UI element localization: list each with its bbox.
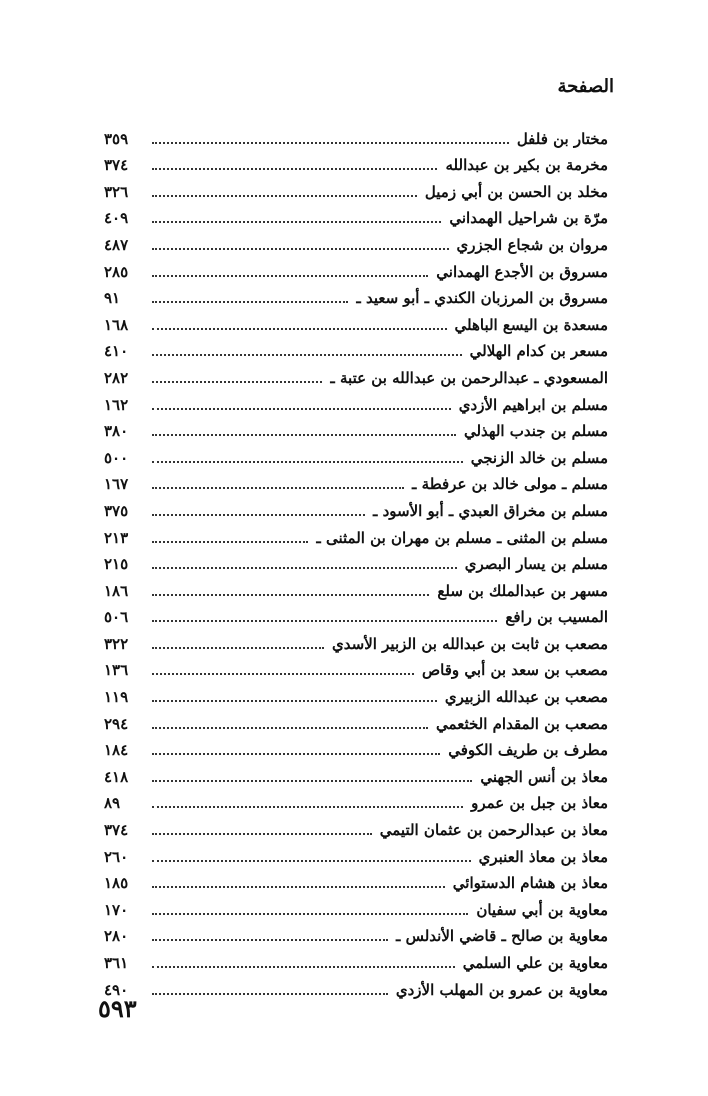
entry-page-number: ٢٨٢ [104, 368, 129, 387]
index-entry [104, 549, 608, 576]
entry-name: مسهر بن عبدالملك بن سلع [437, 581, 608, 600]
entry-name: مسلم بن المثنى ـ مسلم بن مهران بن المثنى ـ [316, 528, 608, 547]
dot-leader [152, 142, 509, 144]
index-entry [104, 522, 608, 549]
dot-leader [152, 541, 308, 543]
index-entry [104, 788, 608, 815]
index-entry [104, 229, 608, 256]
index-entry [104, 974, 608, 1001]
index-entry [104, 336, 608, 363]
index-entry [104, 389, 608, 416]
dot-leader [152, 487, 404, 489]
index-entry [104, 176, 608, 203]
entry-name: مختار بن فلفل [516, 129, 608, 148]
index-entry [104, 575, 608, 602]
entry-name: معاوية بن علي السلمي [462, 954, 608, 972]
index-entry [104, 256, 608, 283]
entry-name: معاذ بن عبدالرحمن بن عثمان التيمي [379, 821, 608, 840]
entry-name: معاوية بن عمرو بن المهلب الأزدي [395, 980, 608, 999]
index-entry [104, 655, 608, 682]
entry-page-number: ١٦٧ [104, 475, 129, 494]
dot-leader [152, 780, 472, 782]
entry-page-number: ٣٧٤ [104, 156, 129, 175]
entry-page-number: ٢٨٠ [104, 927, 129, 946]
entry-name: معاوية بن صالح ـ قاضي الأندلس ـ [395, 927, 608, 946]
entry-page-number: ٥٠٦ [104, 608, 129, 627]
index-entry [104, 123, 608, 150]
dot-leader [152, 833, 372, 835]
dot-leader [152, 806, 463, 808]
entry-page-number: ١٣٦ [104, 661, 129, 680]
dot-leader [152, 301, 348, 303]
index-entry [104, 761, 608, 788]
entry-name: مخلد بن الحسن بن أبي زميل [424, 182, 608, 201]
index-entry [104, 868, 608, 895]
entry-name: المسيب بن رافع [505, 608, 608, 627]
entry-name: مسلم بن جندب الهذلي [463, 422, 608, 441]
entry-name: مخرمة بن بكير بن عبدالله [445, 156, 608, 175]
entry-name: المسعودي ـ عبدالرحمن بن عبدالله بن عتبة ـ [330, 368, 608, 387]
entry-page-number: ١٦٨ [104, 315, 129, 334]
index-entry [104, 362, 608, 389]
entry-page-number: ٨٩ [104, 794, 121, 813]
index-entry [104, 947, 608, 974]
dot-leader [152, 248, 449, 250]
index-entry [104, 841, 608, 868]
entry-page-number: ١٦٢ [104, 395, 129, 414]
dot-leader [152, 993, 388, 995]
page-column-header: الصفحة [557, 76, 614, 97]
entry-page-number: ٣٧٤ [104, 821, 129, 840]
entry-page-number: ٣٧٥ [104, 501, 129, 520]
index-entry [104, 921, 608, 948]
entry-page-number: ٣٢٢ [104, 634, 129, 653]
entry-name: مسلم بن خالد الزنجي [470, 448, 608, 467]
entry-page-number: ٥٠٠ [104, 448, 129, 467]
dot-leader [152, 408, 451, 410]
index-entry [104, 681, 608, 708]
index-entry [104, 708, 608, 735]
entry-page-number: ٣٦١ [104, 954, 129, 972]
index-entry [104, 469, 608, 496]
dot-leader [152, 673, 414, 675]
entry-page-number: ١٨٦ [104, 581, 129, 600]
entry-page-number: ٣٨٠ [104, 422, 129, 441]
entry-page-number: ٤٠٩ [104, 209, 129, 228]
dot-leader [152, 514, 365, 516]
entry-name: مسعدة بن اليسع الباهلي [454, 315, 608, 334]
entry-page-number: ٤٨٧ [104, 235, 129, 254]
index-entry [104, 416, 608, 443]
dot-leader [152, 567, 457, 569]
entry-name: مسلم بن مخراق العبدي ـ أبو الأسود ـ [372, 501, 608, 520]
index-list [104, 123, 608, 1001]
entry-page-number: ٤٩٠ [104, 980, 129, 999]
dot-leader [152, 354, 462, 356]
dot-leader [152, 221, 441, 223]
entry-name: معاوية بن أبي سفيان [476, 900, 608, 919]
dot-leader [152, 647, 324, 649]
dot-leader [152, 168, 437, 170]
entry-page-number: ١١٩ [104, 688, 129, 707]
entry-name: مرّة بن شراحيل الهمداني [449, 209, 608, 228]
dot-leader [152, 700, 437, 702]
dot-leader [152, 727, 428, 729]
entry-page-number: ٣٥٩ [104, 129, 129, 148]
entry-name: مسعر بن كدام الهلالي [469, 342, 608, 361]
dot-leader [152, 594, 429, 596]
dot-leader [152, 753, 440, 755]
entry-page-number: ٩١ [104, 289, 121, 308]
entry-page-number: ٢١٣ [104, 528, 129, 547]
entry-page-number: ٤١٨ [104, 767, 129, 786]
dot-leader [152, 939, 388, 941]
dot-leader [152, 461, 463, 463]
dot-leader [152, 275, 428, 277]
entry-page-number: ٢٦٠ [104, 847, 129, 866]
entry-name: مسروق بن المرزبان الكندي ـ أبو سعيد ـ [356, 289, 608, 308]
entry-page-number: ٤١٠ [104, 342, 129, 361]
entry-name: مطرف بن طريف الكوفي [448, 741, 608, 760]
dot-leader [152, 195, 417, 197]
entry-page-number: ١٨٤ [104, 741, 129, 760]
entry-page-number: ٣٢٦ [104, 182, 129, 201]
entry-name: مسلم بن ابراهيم الأزدي [458, 395, 608, 414]
dot-leader [152, 620, 497, 622]
index-entry [104, 814, 608, 841]
entry-page-number: ٢٩٤ [104, 714, 129, 733]
entry-name: مصعب بن سعد بن أبي وقاص [422, 661, 608, 680]
dot-leader [152, 381, 322, 383]
entry-name: معاذ بن جبل بن عمرو [471, 794, 608, 813]
index-entry [104, 150, 608, 177]
entry-name: معاذ بن هشام الدستوائي [452, 874, 608, 893]
index-entry [104, 309, 608, 336]
index-entry [104, 495, 608, 522]
dot-leader [152, 886, 445, 888]
dot-leader [152, 328, 447, 330]
entry-page-number: ١٨٥ [104, 874, 129, 893]
index-entry [104, 735, 608, 762]
dot-leader [152, 913, 468, 915]
entry-name: مصعب بن عبدالله الزبيري [444, 688, 608, 707]
entry-name: مسروق بن الأجدع الهمداني [436, 262, 608, 281]
entry-name: مصعب بن المقدام الخثعمي [436, 714, 608, 733]
index-entry [104, 442, 608, 469]
index-entry [104, 602, 608, 629]
entry-page-number: ٢٨٥ [104, 262, 129, 281]
index-entry [104, 203, 608, 230]
entry-page-number: ١٧٠ [104, 900, 129, 919]
dot-leader [152, 966, 455, 968]
entry-name: معاذ بن معاذ العنبري [478, 847, 608, 866]
entry-name: مروان بن شجاع الجزري [456, 235, 608, 254]
entry-name: معاذ بن أنس الجهني [480, 767, 608, 786]
entry-name: مسلم ـ مولى خالد بن عرفطة ـ [412, 475, 608, 494]
index-entry [104, 894, 608, 921]
dot-leader [152, 434, 456, 436]
entry-page-number: ٢١٥ [104, 555, 129, 574]
index-entry [104, 628, 608, 655]
dot-leader [152, 860, 471, 862]
page-number: ٥٩٣ [98, 994, 137, 1023]
entry-name: مصعب بن ثابت بن عبدالله بن الزبير الأسدي [332, 634, 608, 653]
entry-name: مسلم بن يسار البصري [464, 555, 608, 574]
index-entry [104, 283, 608, 310]
